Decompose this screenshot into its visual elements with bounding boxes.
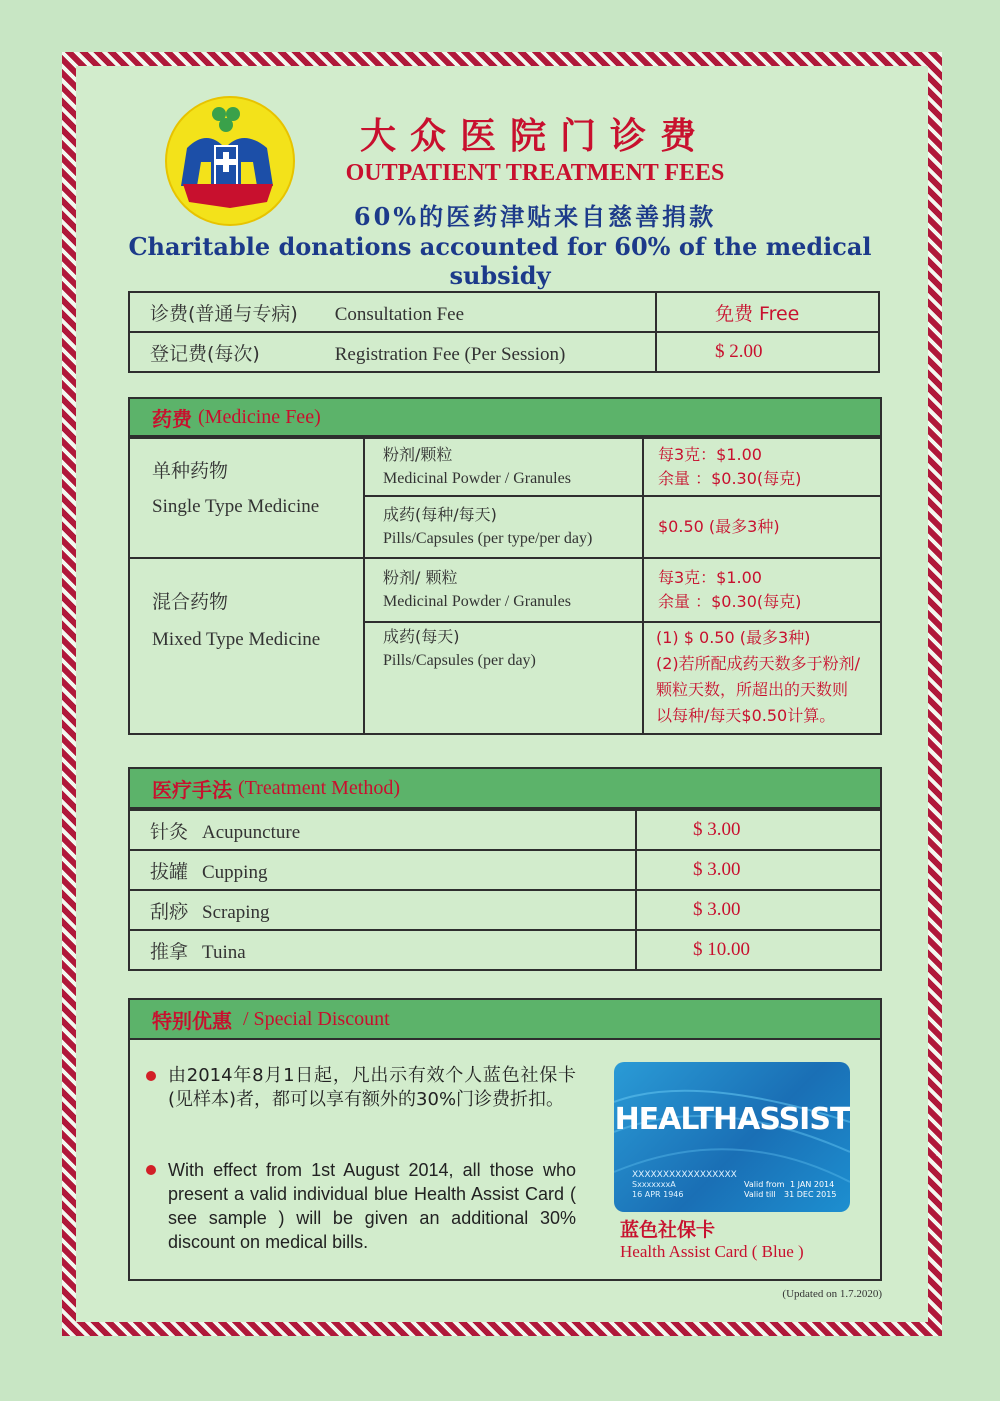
pills-label-cn: 成药(每天): [383, 627, 460, 646]
discount-bullet-chinese: 由2014年8月1日起，凡出示有效个人蓝色社保卡(见样本)者，都可以享有额外的30%门诊费折扣。: [146, 1064, 576, 1112]
card-valid-from: 1 JAN 2014: [790, 1180, 835, 1189]
updated-note: (Updated on 1.7.2020): [782, 1288, 882, 1300]
treatment-price: $ 10.00: [636, 930, 881, 970]
fee-price: 免费 Free: [656, 292, 879, 332]
title-chinese: 大众医院门诊费: [359, 115, 710, 157]
medicine-fee-table: [128, 437, 882, 735]
fee-name-cn: 登记费(每次): [150, 342, 260, 365]
table-row: [129, 890, 881, 930]
fee-name-cn: 诊费(普通与专病): [150, 302, 298, 325]
card-valid-from-label: Valid from: [744, 1180, 785, 1189]
pills-label-cn: 成药(每种/每天): [383, 505, 497, 524]
fee-name-en: Consultation Fee: [334, 303, 465, 325]
single-medicine-cn: 单种药物: [152, 460, 229, 482]
pills-label-en: Pills/Capsules (per day): [383, 652, 536, 669]
powder-label-en: Medicinal Powder / Granules: [383, 593, 571, 610]
pills-note-line: 颗粒天数，所超出的天数则: [656, 680, 849, 699]
treatment-name-en: Tuina: [202, 941, 246, 963]
treatment-name-en: Cupping: [202, 861, 268, 883]
powder-extra-price: 余量 ：$0.30(每克): [658, 592, 802, 611]
title-english: OUTPATIENT TREATMENT FEES: [345, 160, 725, 186]
powder-label-cn: 粉剂/ 颗粒: [383, 568, 458, 587]
powder-price: 每3克：$1.00: [658, 445, 762, 464]
pills-price: $0.50 (最多3种): [643, 496, 881, 558]
pills-note-line: (2)若所配成药天数多于粉剂/: [656, 654, 861, 673]
mixed-medicine-cn: 混合药物: [152, 591, 229, 613]
medicine-fee-header: 药费 (Medicine Fee): [128, 397, 882, 437]
discount-bullet-english: With effect from 1st August 2014, all those who present a valid individual blue Health Assist Card ( see sample ) will be given an additional 30% discount on medical bills.: [146, 1158, 576, 1254]
health-assist-card-image: [614, 1062, 850, 1212]
bullet-dot-icon: [146, 1071, 156, 1081]
powder-label-cn: 粉剂/颗粒: [383, 445, 453, 464]
fee-price: $ 2.00: [656, 332, 879, 372]
treatment-name-cn: 刮痧: [150, 900, 189, 923]
treatment-price: $ 3.00: [636, 850, 881, 890]
card-number: XXXXXXXXXXXXXXXXX: [632, 1170, 737, 1180]
table-row: [129, 558, 881, 622]
treatment-price: $ 3.00: [636, 810, 881, 850]
card-caption-en: Health Assist Card ( Blue ): [620, 1242, 804, 1261]
pills-price: (1) $ 0.50 (最多3种): [656, 628, 811, 647]
subtitle-english: Charitable donations accounted for 60% of the medical subsidy: [128, 232, 872, 290]
special-discount-header: 特别优惠 / Special Discount: [128, 998, 882, 1040]
card-caption-cn: 蓝色社保卡: [620, 1219, 716, 1241]
treatment-table: [128, 809, 882, 971]
treatment-name-cn: 针灸: [150, 820, 189, 843]
single-medicine-en: Single Type Medicine: [152, 496, 320, 517]
basic-fees-table: [128, 291, 880, 373]
treatment-method-header: 医疗手法 (Treatment Method): [128, 767, 882, 809]
table-row: [129, 810, 881, 850]
treatment-name-cn: 推拿: [150, 940, 189, 963]
table-row: [129, 292, 879, 332]
treatment-name-en: Acupuncture: [202, 821, 301, 843]
table-row: [129, 438, 881, 496]
card-brand: HEALTHASSIST: [614, 1102, 850, 1137]
bullet-dot-icon: [146, 1165, 156, 1175]
powder-label-en: Medicinal Powder / Granules: [383, 470, 571, 487]
powder-price: 每3克：$1.00: [658, 568, 762, 587]
subtitle-chinese: 60%的医药津贴来自慈善捐款: [353, 202, 717, 231]
treatment-name-cn: 拔罐: [150, 860, 189, 883]
mixed-medicine-en: Mixed Type Medicine: [152, 629, 321, 650]
fee-name-en: Registration Fee (Per Session): [334, 343, 566, 365]
card-valid-till-label: Valid till: [744, 1190, 776, 1199]
treatment-price: $ 3.00: [636, 890, 881, 930]
card-dob: 16 APR 1946: [632, 1190, 684, 1199]
treatment-name-en: Scraping: [202, 901, 270, 923]
pills-note-line: 以每种/每天$0.50计算。: [656, 706, 836, 725]
pills-label-en: Pills/Capsules (per type/per day): [383, 530, 593, 547]
powder-extra-price: 余量 ：$0.30(每克): [658, 469, 802, 488]
card-name: SxxxxxxxA: [632, 1180, 676, 1189]
table-row: [129, 850, 881, 890]
card-valid-till: 31 DEC 2015: [784, 1190, 837, 1199]
table-row: [129, 930, 881, 970]
hospital-logo: [165, 96, 295, 226]
table-row: [129, 332, 879, 372]
